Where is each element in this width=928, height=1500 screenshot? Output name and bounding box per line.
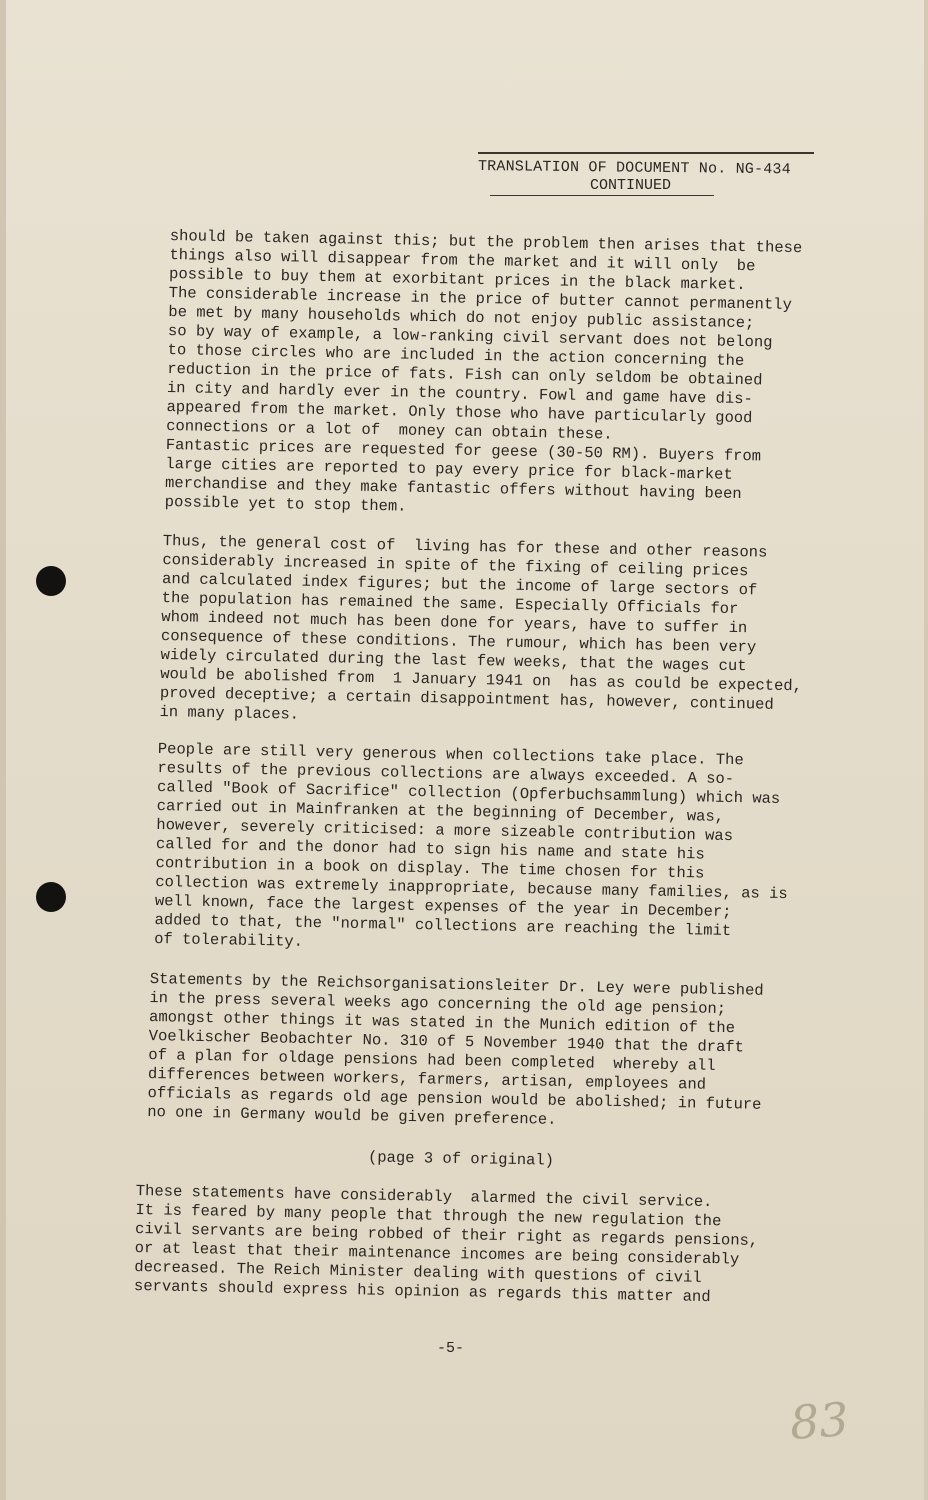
paragraph-old-age-pension: Statements by the Reichsorganisationsleiter Dr. Ley were published in the press several weeks ago concerning the old age pension; amongst other things it was stated in the Munich edition of the Voelkischer Beobachter No. 310 of 5 November 1940 that the draft of a plan for oldage pensions had been completed whereby all differences between workers, farmers, artisan, employees and officials as regards old age pension would be abolished; in future no one in Germany would be given preference. [147,970,764,1129]
paragraph-civil-service: These statements have considerably alarmed the civil service. It is feared by many people that through the new regulation the civil servants are being robbed of their right as regards pensions, or at least that their maintenance incomes are being considerably decreased. The Reich Minister dealing with questions of civil servants should express his opinion as regards this matter and [133,1182,759,1307]
page-edge-right [924,0,928,1500]
punch-hole-bottom [36,882,66,912]
header-title: TRANSLATION OF DOCUMENT No. NG-434 [477,158,791,179]
header-subtitle: CONTINUED [590,177,672,194]
page-edge-left [0,0,6,1500]
translation-header [478,152,818,196]
punch-hole-top [36,566,66,596]
handwritten-page-mark: 83 [788,1392,851,1450]
header-top-rule [478,152,814,154]
paragraph-collections: People are still very generous when collections take place. The results of the previous collections are always exceeded. A so- called "Book of Sacrifice" collection (Opferbuchsammlung) which was carried out in Mainfranken at the beginning of December, was, however, severely criticised: a more sizeable contribution was called for and the donor had to sign his name and state his contribution in a book on display. The time chosen for this collection was extremely inappropriate, because many families, as is well known, face the largest expenses of the year in December; added to that, the "normal" collections are reaching the limit of tolerability. [154,740,788,951]
paragraph-cost-of-living: Thus, the general cost of living has for these and other reasons considerably increased in spite of the fixing of ceiling prices and calculated index figures; but the income of large sectors of the population has remained the same. Especially Officials for whom indeed not much has been done for years, have to suffer in consequence of these conditions. The rumour, which has been very widely circulated during the last few weeks, that the wages cut would be abolished from 1 January 1941 on has as could be expected, proved deceptive; a certain disappointment has, however, continued in many places. [159,532,803,724]
header-bottom-rule [490,195,714,196]
page-number: -5- [437,1340,465,1357]
page-break-note: (page 3 of original) [367,1148,555,1170]
paragraph-fats-and-prices: should be taken against this; but the problem then arises that these things also will disappear from the market and it will only be possible to buy them at exorbitant prices in the black market. The considerable increase in the price of butter cannot permanently be met by many households which do not enjoy public assistance; so by way of example, a low-ranking civil servant does not belong to those circles who are included in the action concerning the reduction in the price of fats. Fish can only seldom be obtained in city and hardly ever in the country. Fowl and game have dis- appeared from the market. Only those who have particularly good connections or a lot of money can obtain these. Fantastic prices are requested for geese (30-50 RM). Buyers from large cities are reported to pay every price for black-market merchandise and they make fantastic offers without having been possible yet to stop them. [164,227,803,516]
